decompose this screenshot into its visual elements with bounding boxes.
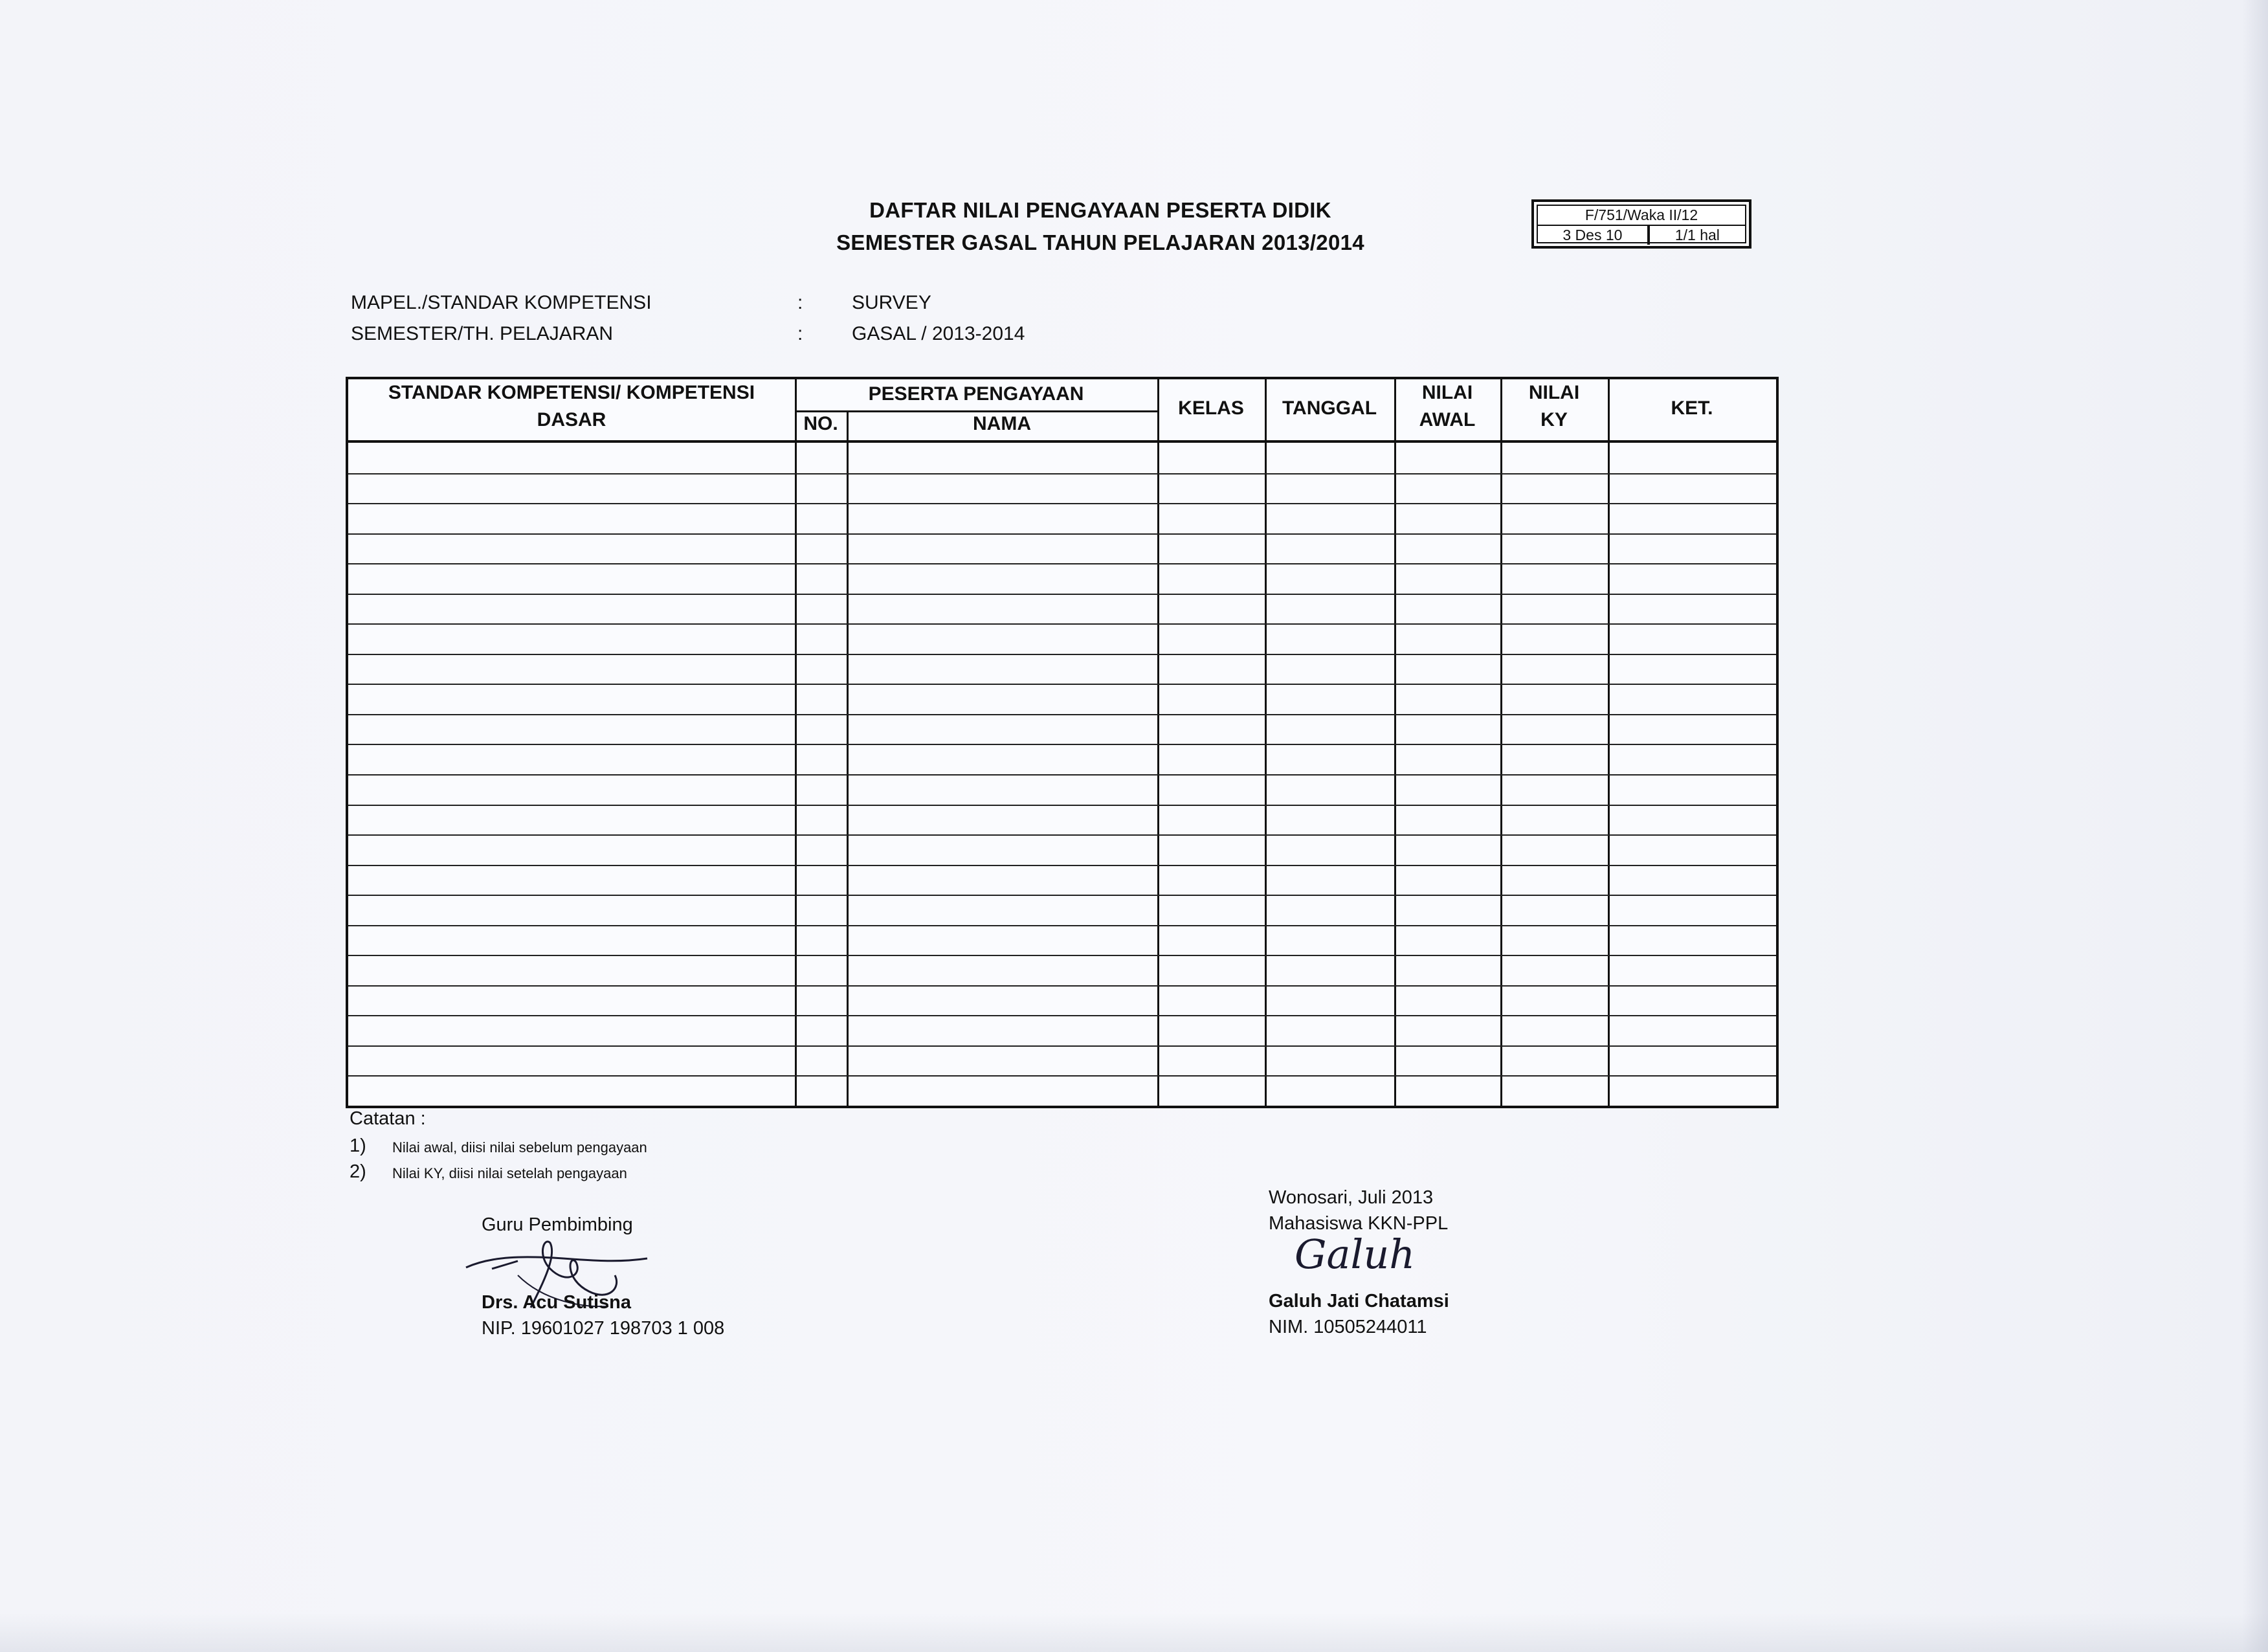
page-title <box>712 194 1489 259</box>
col-divider-nilai-ky <box>1608 379 1610 1106</box>
header-nama: NAMA <box>973 413 1031 434</box>
table-row-line <box>348 1015 1776 1016</box>
table-row-line <box>348 1075 1776 1077</box>
paper-edge-shadow <box>2242 0 2268 1652</box>
header-bottom-line <box>348 440 1776 443</box>
header-tanggal: TANGGAL <box>1282 397 1377 419</box>
table-row-line <box>348 684 1776 685</box>
semester-colon: : <box>797 323 803 344</box>
header-nilai-ky <box>1500 379 1608 434</box>
notes-heading: Catatan : <box>350 1108 426 1129</box>
table-row-line <box>348 865 1776 866</box>
col-divider-tanggal <box>1394 379 1396 1106</box>
table-row-line <box>348 473 1776 474</box>
table-row-line <box>348 895 1776 896</box>
form-code-box <box>1531 199 1751 249</box>
form-code-date: 3 Des 10 <box>1538 226 1650 245</box>
table-row-line <box>348 503 1776 504</box>
mahasiswa-name: Galuh Jati Chatamsi <box>1269 1291 1449 1312</box>
mapel-label: MAPEL./STANDAR KOMPETENSI <box>351 292 652 313</box>
semester-label: SEMESTER/TH. PELAJARAN <box>351 323 614 344</box>
header-nilai-ky-line2: KY <box>1540 409 1568 430</box>
col-divider-no <box>847 410 849 1106</box>
table-row-line <box>348 955 1776 956</box>
form-code: F/751/Waka II/12 <box>1538 206 1745 226</box>
mapel-value: SURVEY <box>852 292 931 313</box>
header-nilai-awal-line1: NILAI <box>1421 382 1473 403</box>
header-nilai-awal <box>1394 379 1500 434</box>
note-2-number: 2) <box>350 1161 366 1182</box>
guru-name: Drs. Acu Sutisna <box>482 1292 631 1313</box>
table-row-line <box>348 714 1776 715</box>
header-ket: KET. <box>1671 397 1713 419</box>
form-code-page: 1/1 hal <box>1674 227 1720 243</box>
table-row-line <box>348 623 1776 625</box>
signature-block-right-name <box>1269 1288 1449 1340</box>
mahasiswa-signature: Galuh <box>1295 1231 1416 1278</box>
header-nilai-ky-line1: NILAI <box>1528 382 1580 403</box>
title-line-1: DAFTAR NILAI PENGAYAAN PESERTA DIDIK <box>869 198 1331 222</box>
col-divider-nama <box>1157 379 1159 1106</box>
header-kelas: KELAS <box>1178 397 1244 419</box>
signature-block-left-name <box>482 1289 724 1341</box>
table-row-line <box>348 774 1776 776</box>
mapel-colon: : <box>797 292 803 313</box>
col-divider-nilai-awal <box>1500 379 1502 1106</box>
note-2-text: Nilai KY, diisi nilai setelah pengayaan <box>392 1165 627 1181</box>
table-row-line <box>348 744 1776 745</box>
guru-nip: NIP. 19601027 198703 1 008 <box>482 1318 725 1339</box>
header-nilai-awal-line2: AWAL <box>1419 409 1476 430</box>
semester-value: GASAL / 2013-2014 <box>852 323 1025 344</box>
table-row-line <box>348 834 1776 836</box>
header-no: NO. <box>803 413 838 434</box>
note-1-number: 1) <box>350 1135 366 1156</box>
table-row-line <box>348 805 1776 806</box>
title-line-2: SEMESTER GASAL TAHUN PELAJARAN 2013/2014 <box>836 230 1364 254</box>
col-divider-kelas <box>1265 379 1267 1106</box>
mahasiswa-nim: NIM. 10505244011 <box>1269 1317 1427 1337</box>
table-row-line <box>348 925 1776 926</box>
table-row-line <box>348 985 1776 987</box>
header-sk-line1: STANDAR KOMPETENSI/ KOMPETENSI <box>388 382 755 403</box>
guru-role: Guru Pembimbing <box>482 1214 633 1235</box>
col-divider-sk <box>795 379 797 1106</box>
header-peserta: PESERTA PENGAYAAN <box>868 383 1084 405</box>
note-1-text: Nilai awal, diisi nilai sebelum pengayaan <box>392 1139 647 1155</box>
header-sk <box>348 379 795 434</box>
table-row-line <box>348 533 1776 535</box>
mahasiswa-role: Mahasiswa KKN-PPL <box>1269 1213 1449 1234</box>
header-sk-line2: DASAR <box>537 409 606 430</box>
table-row-line <box>348 1045 1776 1047</box>
table-row-line <box>348 563 1776 564</box>
paper-bottom-shadow <box>0 1613 2268 1652</box>
table-row-line <box>348 654 1776 655</box>
nilai-table <box>346 377 1779 1108</box>
table-row-line <box>348 594 1776 595</box>
place-date: Wonosari, Juli 2013 <box>1269 1187 1434 1208</box>
